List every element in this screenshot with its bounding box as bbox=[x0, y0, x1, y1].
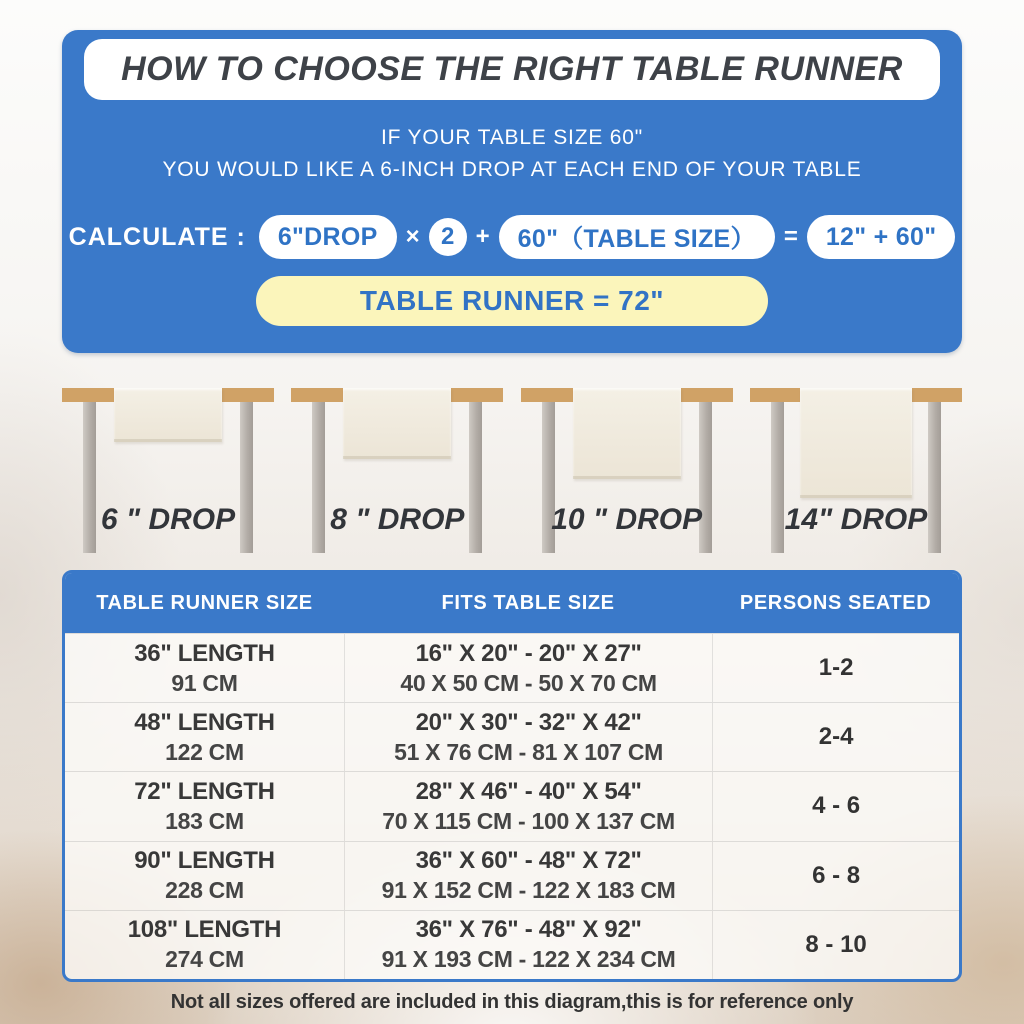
subtitle-line-2: YOU WOULD LIKE A 6-INCH DROP AT EACH END OF YOUR TABLE bbox=[162, 158, 862, 181]
fits-inches: 28" X 46" - 40" X 54" bbox=[415, 778, 642, 806]
drop-label: 8 " DROP bbox=[330, 503, 465, 536]
table-runner-cloth bbox=[343, 388, 451, 459]
table-figure-10-drop bbox=[521, 383, 733, 555]
fits-inches: 36" X 60" - 48" X 72" bbox=[415, 847, 642, 875]
page-title: HOW TO CHOOSE THE RIGHT TABLE RUNNER bbox=[121, 50, 903, 88]
table-figure-14-drop bbox=[750, 383, 962, 555]
table-runner-cloth bbox=[573, 388, 681, 479]
fits-inches: 36" X 76" - 48" X 92" bbox=[415, 916, 642, 944]
table-runner-cloth bbox=[114, 388, 222, 442]
title-pill bbox=[84, 39, 940, 100]
size-table-header bbox=[65, 573, 959, 633]
persons-seated-cell: 2-4 bbox=[712, 703, 959, 771]
header-cell-persons-seated: PERSONS SEATED bbox=[739, 591, 932, 614]
persons-seated-cell: 1-2 bbox=[712, 634, 959, 702]
disclaimer-note: Not all sizes offered are included in this diagram,this is for reference only bbox=[170, 991, 854, 1013]
runner-length-cm: 122 CM bbox=[165, 738, 244, 765]
equals-sign: = bbox=[783, 223, 798, 250]
runner-length-cm: 91 CM bbox=[171, 669, 238, 696]
subtitle-line-1: IF YOUR TABLE SIZE 60" bbox=[381, 126, 643, 149]
fits-size-cell bbox=[344, 634, 712, 702]
drop-label: 6 " DROP bbox=[100, 503, 236, 536]
multiply-sign: × bbox=[405, 223, 420, 250]
runner-length-cm: 274 CM bbox=[165, 946, 244, 973]
table-row bbox=[65, 771, 959, 840]
calculation-formula bbox=[62, 214, 962, 260]
fits-inches: 16" X 20" - 20" X 27" bbox=[415, 639, 642, 667]
fits-size-cell bbox=[344, 911, 712, 979]
table-figure-8-drop bbox=[291, 383, 503, 555]
sum-pill: 12" + 60" bbox=[807, 215, 956, 259]
runner-length-inches: 36" LENGTH bbox=[134, 639, 275, 667]
fits-size-cell bbox=[344, 703, 712, 771]
runner-length-cm: 228 CM bbox=[165, 877, 244, 904]
runner-length-inches: 90" LENGTH bbox=[134, 847, 275, 875]
table-row bbox=[65, 702, 959, 771]
size-table bbox=[62, 570, 962, 982]
persons-seated-cell: 8 - 10 bbox=[712, 911, 959, 979]
table-row bbox=[65, 910, 959, 979]
runner-size-cell bbox=[65, 911, 344, 979]
table-row bbox=[65, 633, 959, 702]
drop-diagram bbox=[62, 383, 962, 555]
persons-seated-cell: 4 - 6 bbox=[712, 772, 959, 840]
calculate-label: CALCULATE : bbox=[68, 222, 246, 251]
header-cell-runner-size: TABLE RUNNER SIZE bbox=[96, 591, 313, 614]
fits-size-cell bbox=[344, 772, 712, 840]
multiplier-badge: 2 bbox=[429, 218, 467, 256]
runner-length-cm: 183 CM bbox=[165, 808, 244, 835]
table-size-pill: 60"（TABLE SIZE） bbox=[499, 215, 775, 259]
table-figure-6-drop bbox=[62, 383, 274, 555]
result-text: TABLE RUNNER = 72" bbox=[359, 285, 665, 316]
fits-inches: 20" X 30" - 32" X 42" bbox=[415, 708, 642, 736]
plus-sign: + bbox=[475, 223, 490, 250]
fits-cm: 51 X 76 CM - 81 X 107 CM bbox=[394, 738, 664, 765]
runner-size-cell bbox=[65, 772, 344, 840]
result-pill bbox=[256, 276, 768, 326]
fits-cm: 70 X 115 CM - 100 X 137 CM bbox=[382, 808, 675, 835]
drop-label: 10 " DROP bbox=[551, 503, 703, 536]
hero-panel bbox=[62, 30, 962, 353]
drop-label: 14" DROP bbox=[784, 503, 928, 536]
fits-cm: 40 X 50 CM - 50 X 70 CM bbox=[400, 669, 657, 696]
fits-cm: 91 X 193 CM - 122 X 234 CM bbox=[381, 946, 676, 973]
fits-size-cell bbox=[344, 842, 712, 910]
persons-seated-cell: 6 - 8 bbox=[712, 842, 959, 910]
runner-length-inches: 108" LENGTH bbox=[127, 916, 282, 944]
table-runner-cloth bbox=[800, 388, 912, 498]
runner-size-cell bbox=[65, 703, 344, 771]
runner-length-inches: 72" LENGTH bbox=[134, 778, 275, 806]
fits-cm: 91 X 152 CM - 122 X 183 CM bbox=[381, 877, 676, 904]
table-row bbox=[65, 841, 959, 910]
drop-pill: 6"DROP bbox=[259, 215, 397, 259]
runner-size-cell bbox=[65, 634, 344, 702]
header-cell-fits-table-size: FITS TABLE SIZE bbox=[441, 591, 615, 614]
runner-length-inches: 48" LENGTH bbox=[134, 708, 275, 736]
runner-size-cell bbox=[65, 842, 344, 910]
